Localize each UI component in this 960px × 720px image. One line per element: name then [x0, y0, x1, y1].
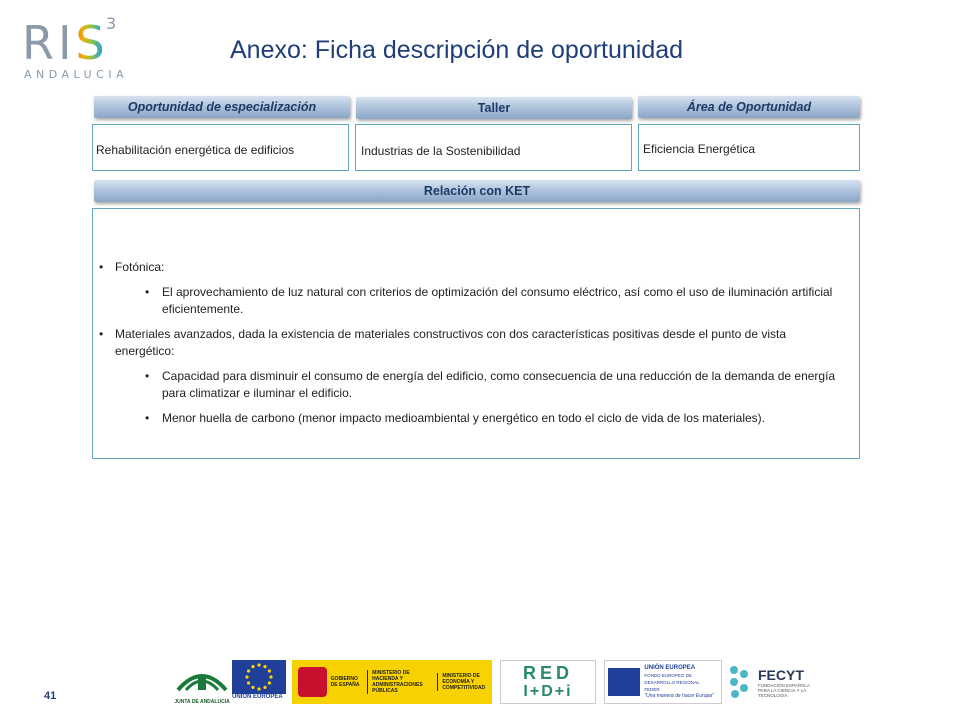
eu-flag-small-icon	[608, 668, 640, 696]
header-area	[638, 96, 860, 118]
ket-item-fotonica: • Fotónica:	[93, 259, 859, 276]
feder-label: FEDER	[644, 686, 660, 692]
ris3-logo	[20, 14, 129, 84]
red-label: RED	[522, 663, 573, 683]
eu-flag-logo	[232, 660, 290, 704]
header-taller-label: Taller	[477, 101, 511, 115]
gobierno-espana-logo	[292, 660, 492, 704]
ket-subitem: • Menor huella de carbono (menor impacto medioambiental y energético en todo el ciclo de vida de los materiales).	[93, 410, 859, 427]
value-oportunidad-box	[92, 124, 349, 171]
header-ket-label: Relación con KET	[423, 184, 531, 198]
feder-ue-label: UNIÓN EUROPEA	[644, 664, 696, 671]
junta-label: JUNTA DE ANDALUCIA	[174, 699, 230, 705]
fecyt-logo	[728, 660, 818, 704]
logo-main: RIS	[22, 16, 109, 70]
value-area: Eficiencia Energética	[643, 142, 756, 156]
junta-andalucia-logo	[174, 660, 230, 704]
header-oportunidad	[94, 96, 350, 118]
page-number: 41	[44, 690, 57, 702]
header-taller	[356, 97, 632, 119]
ket-subitem: • Capacidad para disminuir el consumo de energía del edificio, como consecuencia de una reducción de la demanda de energía para climatizar e iluminar el edificio.	[93, 368, 859, 402]
fecyt-label: FECYT	[758, 666, 804, 683]
ministerio-hacienda-label: MINISTERIO DE HACIENDA Y ADMINISTRACIONES PÚBLICAS	[367, 670, 433, 694]
red-idi-logo	[500, 660, 596, 704]
header-ket	[94, 180, 860, 202]
junta-emblem-icon	[174, 660, 230, 694]
value-taller: Industrias de la Sostenibilidad	[361, 144, 521, 158]
ket-subitem: • El aprovechamiento de luz natural con criterios de optimización del consumo eléctrico, así como el uso de iluminación artificial eficientemente.	[93, 284, 859, 318]
feder-logo	[604, 660, 722, 704]
ket-item-materiales: • Materiales avanzados, dada la existencia de materiales constructivos con dos características positivas desde el punto de vista energético:	[93, 326, 859, 360]
ket-content-box	[92, 208, 860, 459]
page-title: Anexo: Ficha descripción de oportunidad	[230, 36, 684, 64]
header-area-label: Área de Oportunidad	[686, 100, 812, 114]
fecyt-molecule-icon	[728, 664, 752, 700]
idi-label: I+D+i	[523, 683, 573, 700]
header-oportunidad-label: Oportunidad de especialización	[127, 100, 317, 114]
eu-stars-icon	[232, 660, 286, 694]
feder-fund-label: FONDO EUROPEO DE DESARROLLO REGIONAL	[644, 672, 700, 685]
fecyt-sublabel: FUNDACIÓN ESPAÑOLA PARA LA CIENCIA Y LA TECNOLOGÍA	[758, 682, 810, 698]
logo-superscript: 3	[106, 14, 117, 33]
feder-motto: "Una manera de hacer Europa"	[644, 692, 714, 699]
logo-subtitle: ANDALUCIA	[24, 68, 129, 81]
value-oportunidad: Rehabilitación energética de edificios	[96, 143, 295, 157]
eu-label: UNIÓN EUROPEA	[232, 694, 283, 700]
gobierno-label: GOBIERNO DE ESPAÑA	[330, 676, 360, 688]
value-taller-box	[355, 124, 632, 171]
ministerio-economia-label: MINISTERIO DE ECONOMÍA Y COMPETITIVIDAD	[437, 673, 492, 691]
value-area-box	[638, 124, 860, 171]
coat-of-arms-icon	[298, 667, 327, 697]
